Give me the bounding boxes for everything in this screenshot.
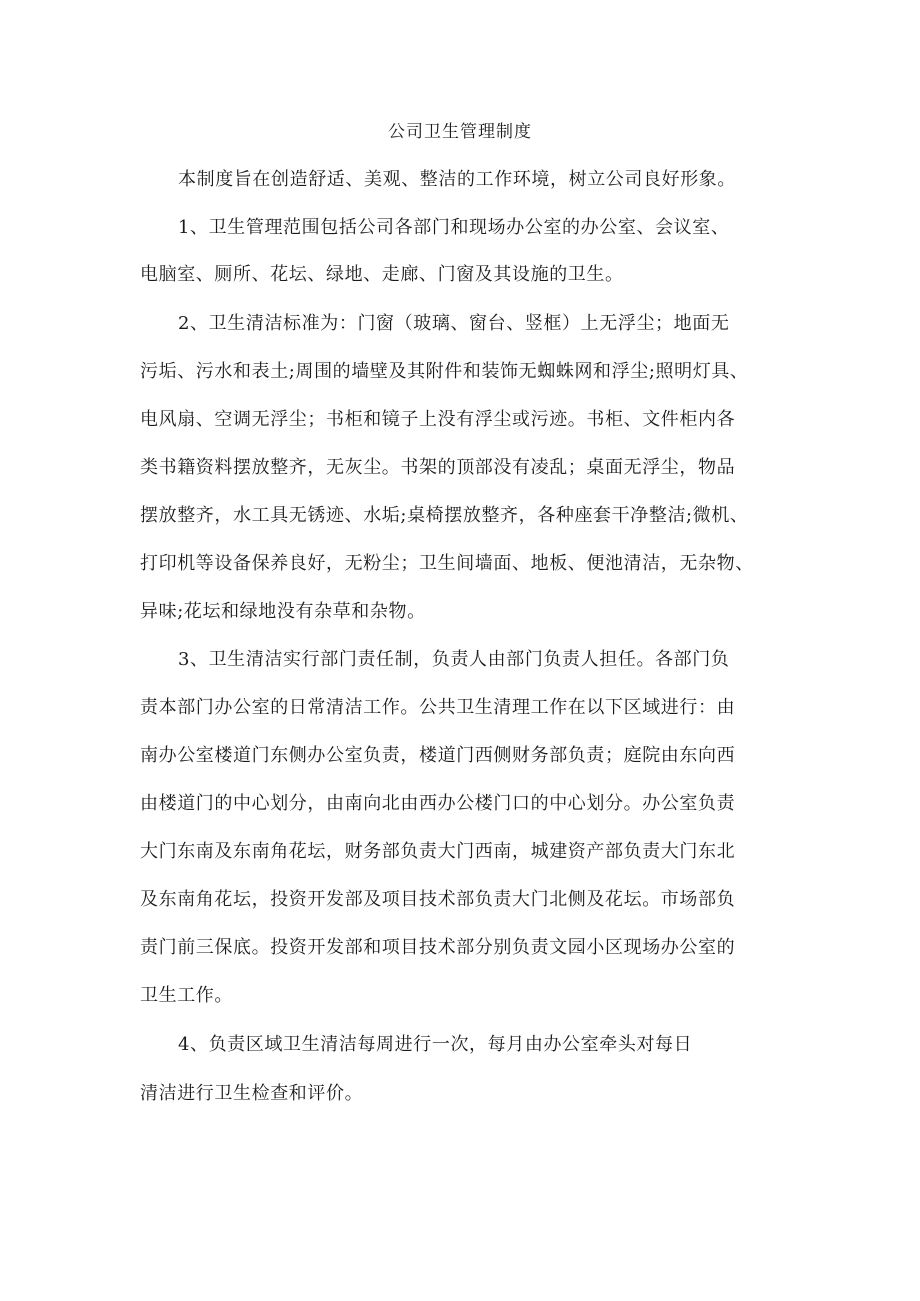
- section-4-line-1: 4、负责区域卫生清洁每周进行一次，每月由办公室牵头对每日: [178, 1034, 693, 1055]
- section-2-line-6: 打印机等设备保养良好，无粉尘；卫生间墙面、地板、便池清洁，无杂物、: [140, 553, 754, 574]
- section-2-line-2: 污垢、污水和表土;周围的墙壁及其附件和装饰无蜘蛛网和浮尘;照明灯具、: [140, 361, 749, 382]
- section-4-line-2: 清洁进行卫生检查和评价。: [140, 1083, 364, 1104]
- section-3-line-2: 责本部门办公室的日常清洁工作。公共卫生清理工作在以下区域进行：由: [140, 697, 736, 718]
- section-3-line-3: 南办公室楼道门东侧办公室负责，楼道门西侧财务部负责；庭院由东向西: [140, 745, 736, 766]
- section-3-line-7: 责门前三保底。投资开发部和项目技术部分别负责文园小区现场办公室的: [140, 937, 736, 958]
- intro-line: 本制度旨在创造舒适、美观、整洁的工作环境，树立公司良好形象。: [178, 169, 736, 190]
- section-3-line-8: 卫生工作。: [140, 985, 233, 1006]
- section-2-line-1: 2、卫生清洁标准为：门窗（玻璃、窗台、竖框）上无浮尘；地面无: [178, 313, 730, 334]
- section-2-line-5: 摆放整齐，水工具无锈迹、水垢;桌椅摆放整齐，各种座套干净整洁;微机、: [140, 505, 749, 526]
- section-2-line-3: 电风扇、空调无浮尘；书柜和镜子上没有浮尘或污迹。书柜、文件柜内各: [140, 409, 736, 430]
- section-3-line-4: 由楼道门的中心划分，由南向北由西办公楼门口的中心划分。办公室负责: [140, 793, 736, 814]
- section-1-line-1: 1、卫生管理范围包括公司各部门和现场办公室的办公室、会议室、: [178, 217, 730, 238]
- document-title: 公司卫生管理制度: [388, 122, 532, 142]
- section-1-line-2: 电脑室、厕所、花坛、绿地、走廊、门窗及其设施的卫生。: [140, 264, 624, 285]
- section-3-line-6: 及东南角花坛，投资开发部及项目技术部负责大门北侧及花坛。市场部负: [140, 889, 736, 910]
- section-3-line-5: 大门东南及东南角花坛，财务部负责大门西南，城建资产部负责大门东北: [140, 841, 736, 862]
- section-3-line-1: 3、卫生清洁实行部门责任制，负责人由部门负责人担任。各部门负: [178, 649, 730, 670]
- section-2-line-4: 类书籍资料摆放整齐，无灰尘。书架的顶部没有凌乱；桌面无浮尘，物品: [140, 457, 736, 478]
- section-2-line-7: 异味;花坛和绿地没有杂草和杂物。: [140, 601, 426, 622]
